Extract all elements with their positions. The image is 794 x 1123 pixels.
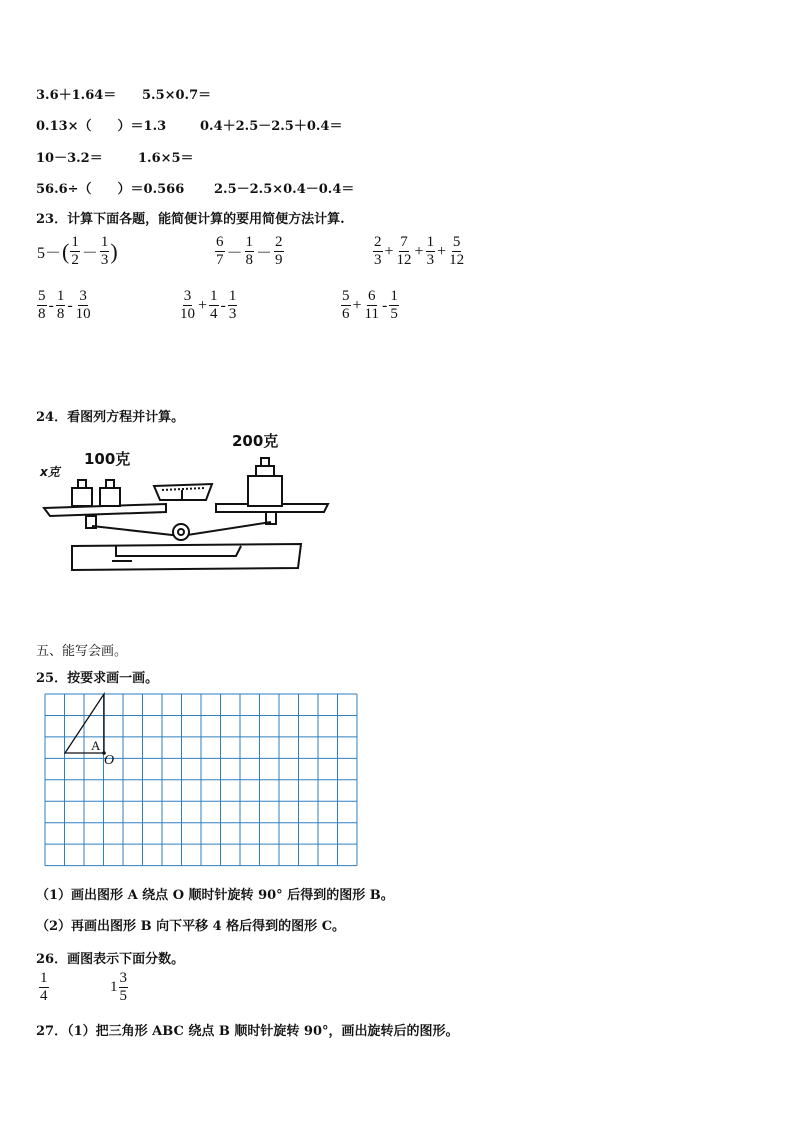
point-o-label: O xyxy=(104,753,115,768)
q23-expr-2: $\frac{6}{7}$ － $\frac{1}{8}$ － $\frac{2}{9}$ xyxy=(216,234,283,268)
q23-expr-4: $\frac{5}{8}$ - $\frac{1}{8}$ - $\frac{3}{10}$ xyxy=(38,288,91,322)
q26-title: 26．画图表示下面分数。 xyxy=(36,952,185,967)
q27-title: 27．（1）把三角形 ABC 绕点 B 顺时针旋转 90°，画出旋转后的图形。 xyxy=(36,1024,459,1039)
q23-expr-6: $\frac{5}{6}$ + $\frac{6}{11}$ - $\frac{1}{5}$ xyxy=(342,288,398,322)
label-100-grams: 100克 xyxy=(84,450,131,468)
q25-part-2: （2）再画出图形 B 向下平移 4 格后得到的图形 C。 xyxy=(36,919,346,934)
q25-part-1: （1）画出图形 A 绕点 O 顺时针旋转 90° 后得到的图形 B。 xyxy=(36,888,394,903)
label-200-grams: 200克 xyxy=(232,432,279,450)
q26-fraction-1: $\frac{1}{4}$ xyxy=(40,970,48,1004)
q25-title: 25．按要求画一画。 xyxy=(36,671,159,686)
calc-line-4a: 56.6÷（ ）＝0.566 xyxy=(36,182,185,197)
calc-line-3a: 10－3.2＝ xyxy=(36,151,103,166)
calc-line-3b: 1.6×5＝ xyxy=(138,151,194,166)
calc-line-2b: 0.4＋2.5－2.5＋0.4＝ xyxy=(200,119,343,134)
q23-expr-5: $\frac{3}{10}$ + $\frac{1}{4}$ - $\frac{1}{3}$ xyxy=(180,288,237,322)
calc-line-1b: 5.5×0.7＝ xyxy=(142,88,212,103)
square-grid[interactable] xyxy=(40,690,362,872)
calc-line-1a: 3.6＋1.64＝ xyxy=(36,88,117,103)
q23-expr-1: 5－ ( $\frac{1}{2}$ － $\frac{1}{3}$ ) xyxy=(37,234,118,268)
calc-line-4b: 2.5－2.5×0.4－0.4＝ xyxy=(214,182,355,197)
shape-a-label: A xyxy=(91,738,101,753)
calc-line-2a: 0.13×（ ）＝1.3 xyxy=(36,119,167,134)
label-x-grams: x克 xyxy=(40,465,60,479)
q23-title: 23．计算下面各题，能简便计算的要用简便方法计算. xyxy=(36,212,345,227)
balance-scale-figure xyxy=(36,428,336,578)
q26-fraction-2: 1 $\frac{3}{5}$ xyxy=(110,970,127,1004)
section-five-heading: 五、能写会画。 xyxy=(36,644,128,659)
q23-expr-3: $\frac{2}{3}$ + $\frac{7}{12}$ + $\frac{1}{3}$ + $\frac{5}{12}$ xyxy=(374,234,465,268)
q24-title: 24．看图列方程并计算。 xyxy=(36,410,185,425)
